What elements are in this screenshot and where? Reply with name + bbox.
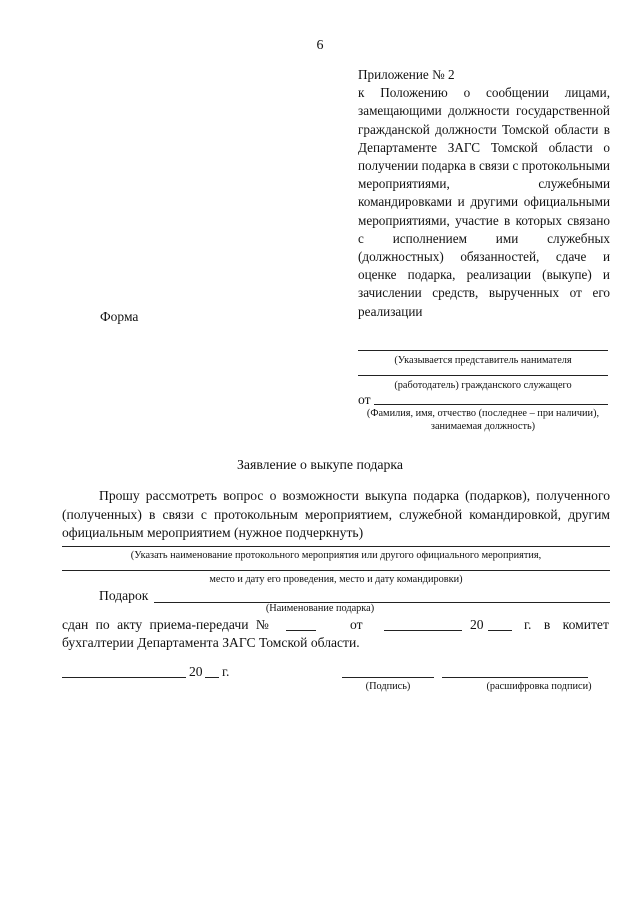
from-line (374, 404, 608, 405)
act-number-line (286, 630, 316, 631)
act-text-part1: сдан по акту приема-передачи № (62, 617, 269, 632)
event-caption-1: (Указать наименование протокольного мероприятия или другого официального мероприятия, (130, 550, 542, 561)
event-line-1 (62, 546, 610, 547)
act-text-part4: г. в комитет (524, 617, 609, 632)
employer-caption-2: (работодатель) гражданского служащего (394, 380, 572, 391)
year-prefix: 20 (189, 664, 203, 679)
act-year-line (488, 630, 512, 631)
year-line (205, 677, 219, 678)
appendix-text: к Положению о сообщении лицами, замещающими должности государственной гражданской должности Томской области в Департаменте ЗАГС Томской области о получении подарка в связи с протокольными мероприятиями, служебными командировками и другими официальными мероприятиями, участие в которых связано с исполнением ими служебных (должностных) обязанностей, сдаче и оценке подарка, реализации (выкупе) и зачислении средств, вырученных от его реализации (358, 85, 610, 319)
act-date-line (384, 630, 462, 631)
document-heading: Заявление о выкупе подарка (236, 457, 404, 472)
from-label: от (358, 392, 371, 407)
appendix-block (358, 66, 610, 321)
act-text-part3: 20 (470, 617, 484, 632)
act-text-line2: бухгалтерии Департамента ЗАГС Томской области. (62, 635, 360, 650)
applicant-caption-2: занимаемая должность) (430, 421, 536, 432)
date-line (62, 677, 186, 678)
act-text-part2: от (350, 617, 363, 632)
event-caption-2: место и дату его проведения, место и дату командировки) (209, 574, 463, 585)
form-label: Форма (100, 309, 139, 324)
year-suffix: г. (222, 664, 230, 679)
employer-line-2 (358, 375, 608, 376)
employer-line (358, 350, 608, 351)
signature-caption: (Подпись) (365, 681, 411, 692)
signature-line (342, 677, 434, 678)
signature-decode-line (442, 677, 588, 678)
appendix-title: Приложение № 2 (358, 67, 455, 82)
signature-decode-caption: (расшифровка подписи) (486, 681, 592, 692)
employer-caption-1: (Указывается представитель нанимателя (394, 355, 572, 366)
page-number: 6 (316, 38, 324, 53)
event-line-2 (62, 570, 610, 571)
applicant-caption-1: (Фамилия, имя, отчество (последнее – при наличии), (366, 408, 600, 419)
request-paragraph: Прошу рассмотреть вопрос о возможности выкупа подарка (подарков), полученного (полученных) в связи с протокольным мероприятием, служебной командировкой, другим официальным мероприятием (нужное подчеркнуть) (62, 488, 610, 540)
gift-caption: (Наименование подарка) (265, 603, 375, 614)
gift-label: Подарок (99, 588, 149, 603)
